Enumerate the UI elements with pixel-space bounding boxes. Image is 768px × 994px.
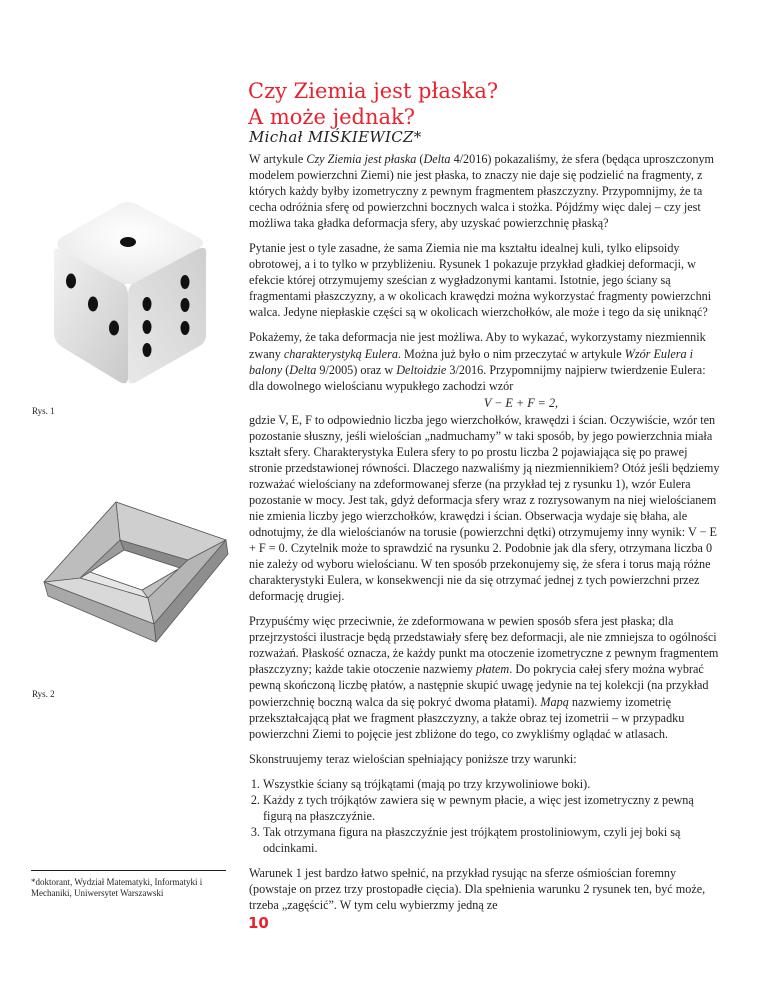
die-pip [120,237,136,247]
die-pip [88,297,98,312]
paragraph-5: Przypuśćmy więc przeciwnie, że zdeformowana w pewien sposób sfera jest płaska; dla przejrzystości ilustracje będą przedstawiały sferę bez deformacji, ale nie zmniejsza to ogólności rozważań. Płaskość oznacza, że każdy punkt ma otoczenie izometryczne z pewnym fragmentem płaszczyzny; każde takie otoczenie nazwiemy płatem. Do pokrycia całej sfery można wybrać pewną skończoną liczbę płatów, a następnie skupić uwagę jedynie na tej kolekcji (na przykład powierzchnię boczną walca da się pokryć dwoma płatami). Mapą nazwiemy izometrię przekształcającą płat we fragment płaszczyzny, a także obraz tej izometrii – w przypadku powierzchni Ziemi to pojęcie jest zbliżone do tego, co zwykliśmy oglądać w atlasach. [249,614,719,741]
figure-2-caption: Rys. 2 [32,689,55,699]
list-item: 3. Tak otrzymana figura na płaszczyźnie jest trójkątem prostoliniowym, czyli jej boki są odcinkami. [263,824,723,856]
paragraph-1: W artykule Czy Ziemia jest płaska (Delta 4/2016) pokazaliśmy, że sfera (będąca uproszczonym modelem powierzchni Ziemi) nie jest płaska, to znaczy nie daje się podzielić na fragmenty, z których każdy byłby izometryczny z pewnym fragmentem płaszczyzny. Przypomnijmy, że ta cecha odróżnia sferę od powierzchni bocznych walca i stożka. Pójdźmy więc dalej – czy jest możliwa taka gładka deformacja sfery, aby uzyskać powierzchnię płaską? [249,152,715,231]
die-pip [181,275,190,289]
die-pip [143,297,152,311]
figure-1-die [48,177,213,392]
paragraph-7: Warunek 1 jest bardzo łatwo spełnić, na przykład rysując na sferze ośmiościan foremny (powstaje on przez trzy prostopadłe cięcia). Dla spełnienia warunku 2 rysunek ten, być może, trzeba „zagęścić”. W tym celu wybierzmy jedną ze [249,865,706,913]
paragraph-4: gdzie V, E, F to odpowiednio liczba jego wierzchołków, krawędzi i ścian. Oczywiście, wzór ten pozostanie słuszny, jeśli wielościan „nadmuchamy” w taki sposób, by jego powierzchnia miała kształt sfery. Charakterystyka Eulera sfery to po prostu liczba 2 pojawiająca się po prawej stronie przedstawionej równości. Dlaczego nazwaliśmy ją niezmiennikiem? Otóż jeśli będziemy rozważać wielościany na zdeformowanej sferze (na przykład tej z rysunku 1), wzór Eulera pozostanie w mocy. Jest tak, gdyż deformacja sfery wraz z rozrysowanym na niej wielościanem nie zmienia liczby jego wierzchołków, krawędzi i ścian. Obserwacja wydaje się błaha, ale odnotujmy, że dla wielościanów na torusie (powierzchni dętki) otrzymujemy inny wynik: V − E + F = 0. Czytelnik może to sprawdzić na rysunku 2. Podobnie jak dla sfery, otrzymana liczba 0 nie zależy od wyboru wielościanu. W ten sposób przekonujemy się, że sfera i torus mają różne charakterystyki Eulera, w konsekwencji nie da się otrzymać jednej z tych powierzchni przez deformację drugiej. [249,412,720,604]
euler-formula: V − E + F = 2, [483,395,559,410]
title-line-2: A może jednak? [248,105,415,129]
paragraph-6: Skonstruujemy teraz wielościan spełniający poniższe trzy warunki: [249,751,577,766]
paragraph-3: Pokażemy, że taka deformacja nie jest możliwa. Aby to wykazać, wykorzystamy niezmiennik zwany charakterystyką Eulera. Można już było o nim przeczytać w artykule Wzór Eulera i balony (Delta 9/2005) oraz w Deltoidzie 3/2016. Przypomnijmy najpierw twierdzenie Eulera: dla dowolnego wielościanu wypukłego zachodzi wzór [249,330,706,393]
figure-1-caption: Rys. 1 [32,406,55,416]
title-line-1: Czy Ziemia jest płaska? [248,79,499,103]
die-pip [143,320,152,334]
die-pip [66,274,76,289]
conditions-list [249,776,723,856]
list-item: 1. Wszystkie ściany są trójkątami (mają po trzy krzywoliniowe boki). [263,776,723,792]
author-footnote: *doktorant, Wydział Matematyki, Informatyki i Mechaniki, Uniwersytet Warszawski [31,870,226,899]
die-pip [143,343,152,357]
article-title [248,78,498,130]
list-item: 2. Każdy z tych trójkątów zawiera się w pewnym płacie, a więc jest izometryczny z pewną figurą na płaszczyźnie. [263,792,723,824]
figure-2-torus-polyhedron [40,496,230,656]
die-pip [181,298,190,312]
die-pip [109,321,119,336]
page-number: 10 [248,914,269,932]
paragraph-2: Pytanie jest o tyle zasadne, że sama Ziemia nie ma kształtu idealnej kuli, tylko elipsoidy obrotowej, a i to tylko w przybliżeniu. Rysunek 1 pokazuje przykład gładkiej deformacji, w efekcie której otrzymujemy sześcian z wygładzonymi kantami. Istotnie, jego ściany są fragmentami płaszczyzny, a w okolicach krawędzi można wykorzystać fragmenty powierzchni walca. Jedyne niepłaskie części są w okolicach wierzchołków, ale może i tego da się uniknąć? [249,241,712,320]
author-name: Michał MIŚKIEWICZ* [249,128,422,146]
article-body [249,151,723,922]
die-pip [181,321,190,335]
